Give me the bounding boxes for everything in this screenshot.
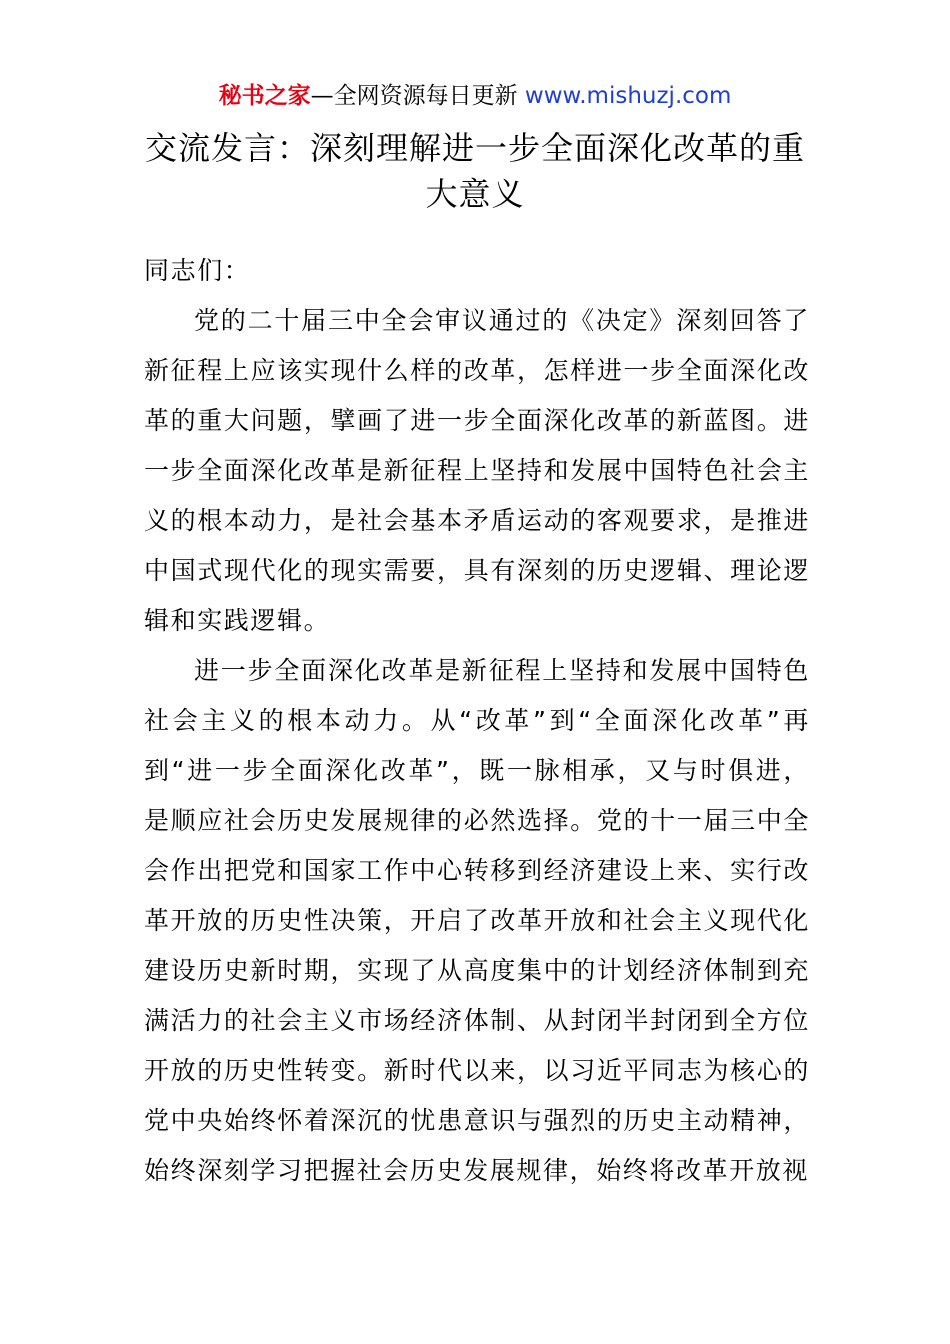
header-tagline: —全网资源每日更新 (310, 83, 525, 109)
site-header (0, 80, 950, 112)
document-title: 交流发言：深刻理解进一步全面深化改革的重大意义 (144, 129, 805, 213)
site-url-link[interactable]: www.mishuzj.com (524, 83, 732, 109)
document-body (144, 246, 810, 1196)
brand-name: 秘书之家 (218, 83, 311, 109)
paragraph-2: 进一步全面深化改革是新征程上坚持和发展中国特色社会主义的根本动力。从“改革”到“全面深化改革”再到“进一步全面深化改革”，既一脉相承，又与时俱进，是顺应社会历史发展规律的必然选择。党的十一届三中全会作出把党和国家工作中心转移到经济建设上来、实行改革开放的历史性决策，开启了改革开放和社会主义现代化建设历史新时期，实现了从高度集中的计划经济体制到充满活力的社会主义市场经济体制、从封闭半封闭到全方位开放的历史性转变。新时代以来，以习近平同志为核心的党中央始终怀着深沉的忧患意识与强烈的历史主动精神，始终深刻学习把握社会历史发展规律，始终将改革开放视 (144, 656, 810, 1185)
salutation: 同志们： (144, 256, 251, 285)
paragraph-1: 党的二十届三中全会审议通过的《决定》深刻回答了新征程上应该实现什么样的改革，怎样进一步全面深化改革的重大问题，擘画了进一步全面深化改革的新蓝图。进一步全面深化改革是新征程上坚持和发展中国特色社会主义的根本动力，是社会基本矛盾运动的客观要求，是推进中国式现代化的现实需要，具有深刻的历史逻辑、理论逻辑和实践逻辑。 (144, 306, 810, 635)
